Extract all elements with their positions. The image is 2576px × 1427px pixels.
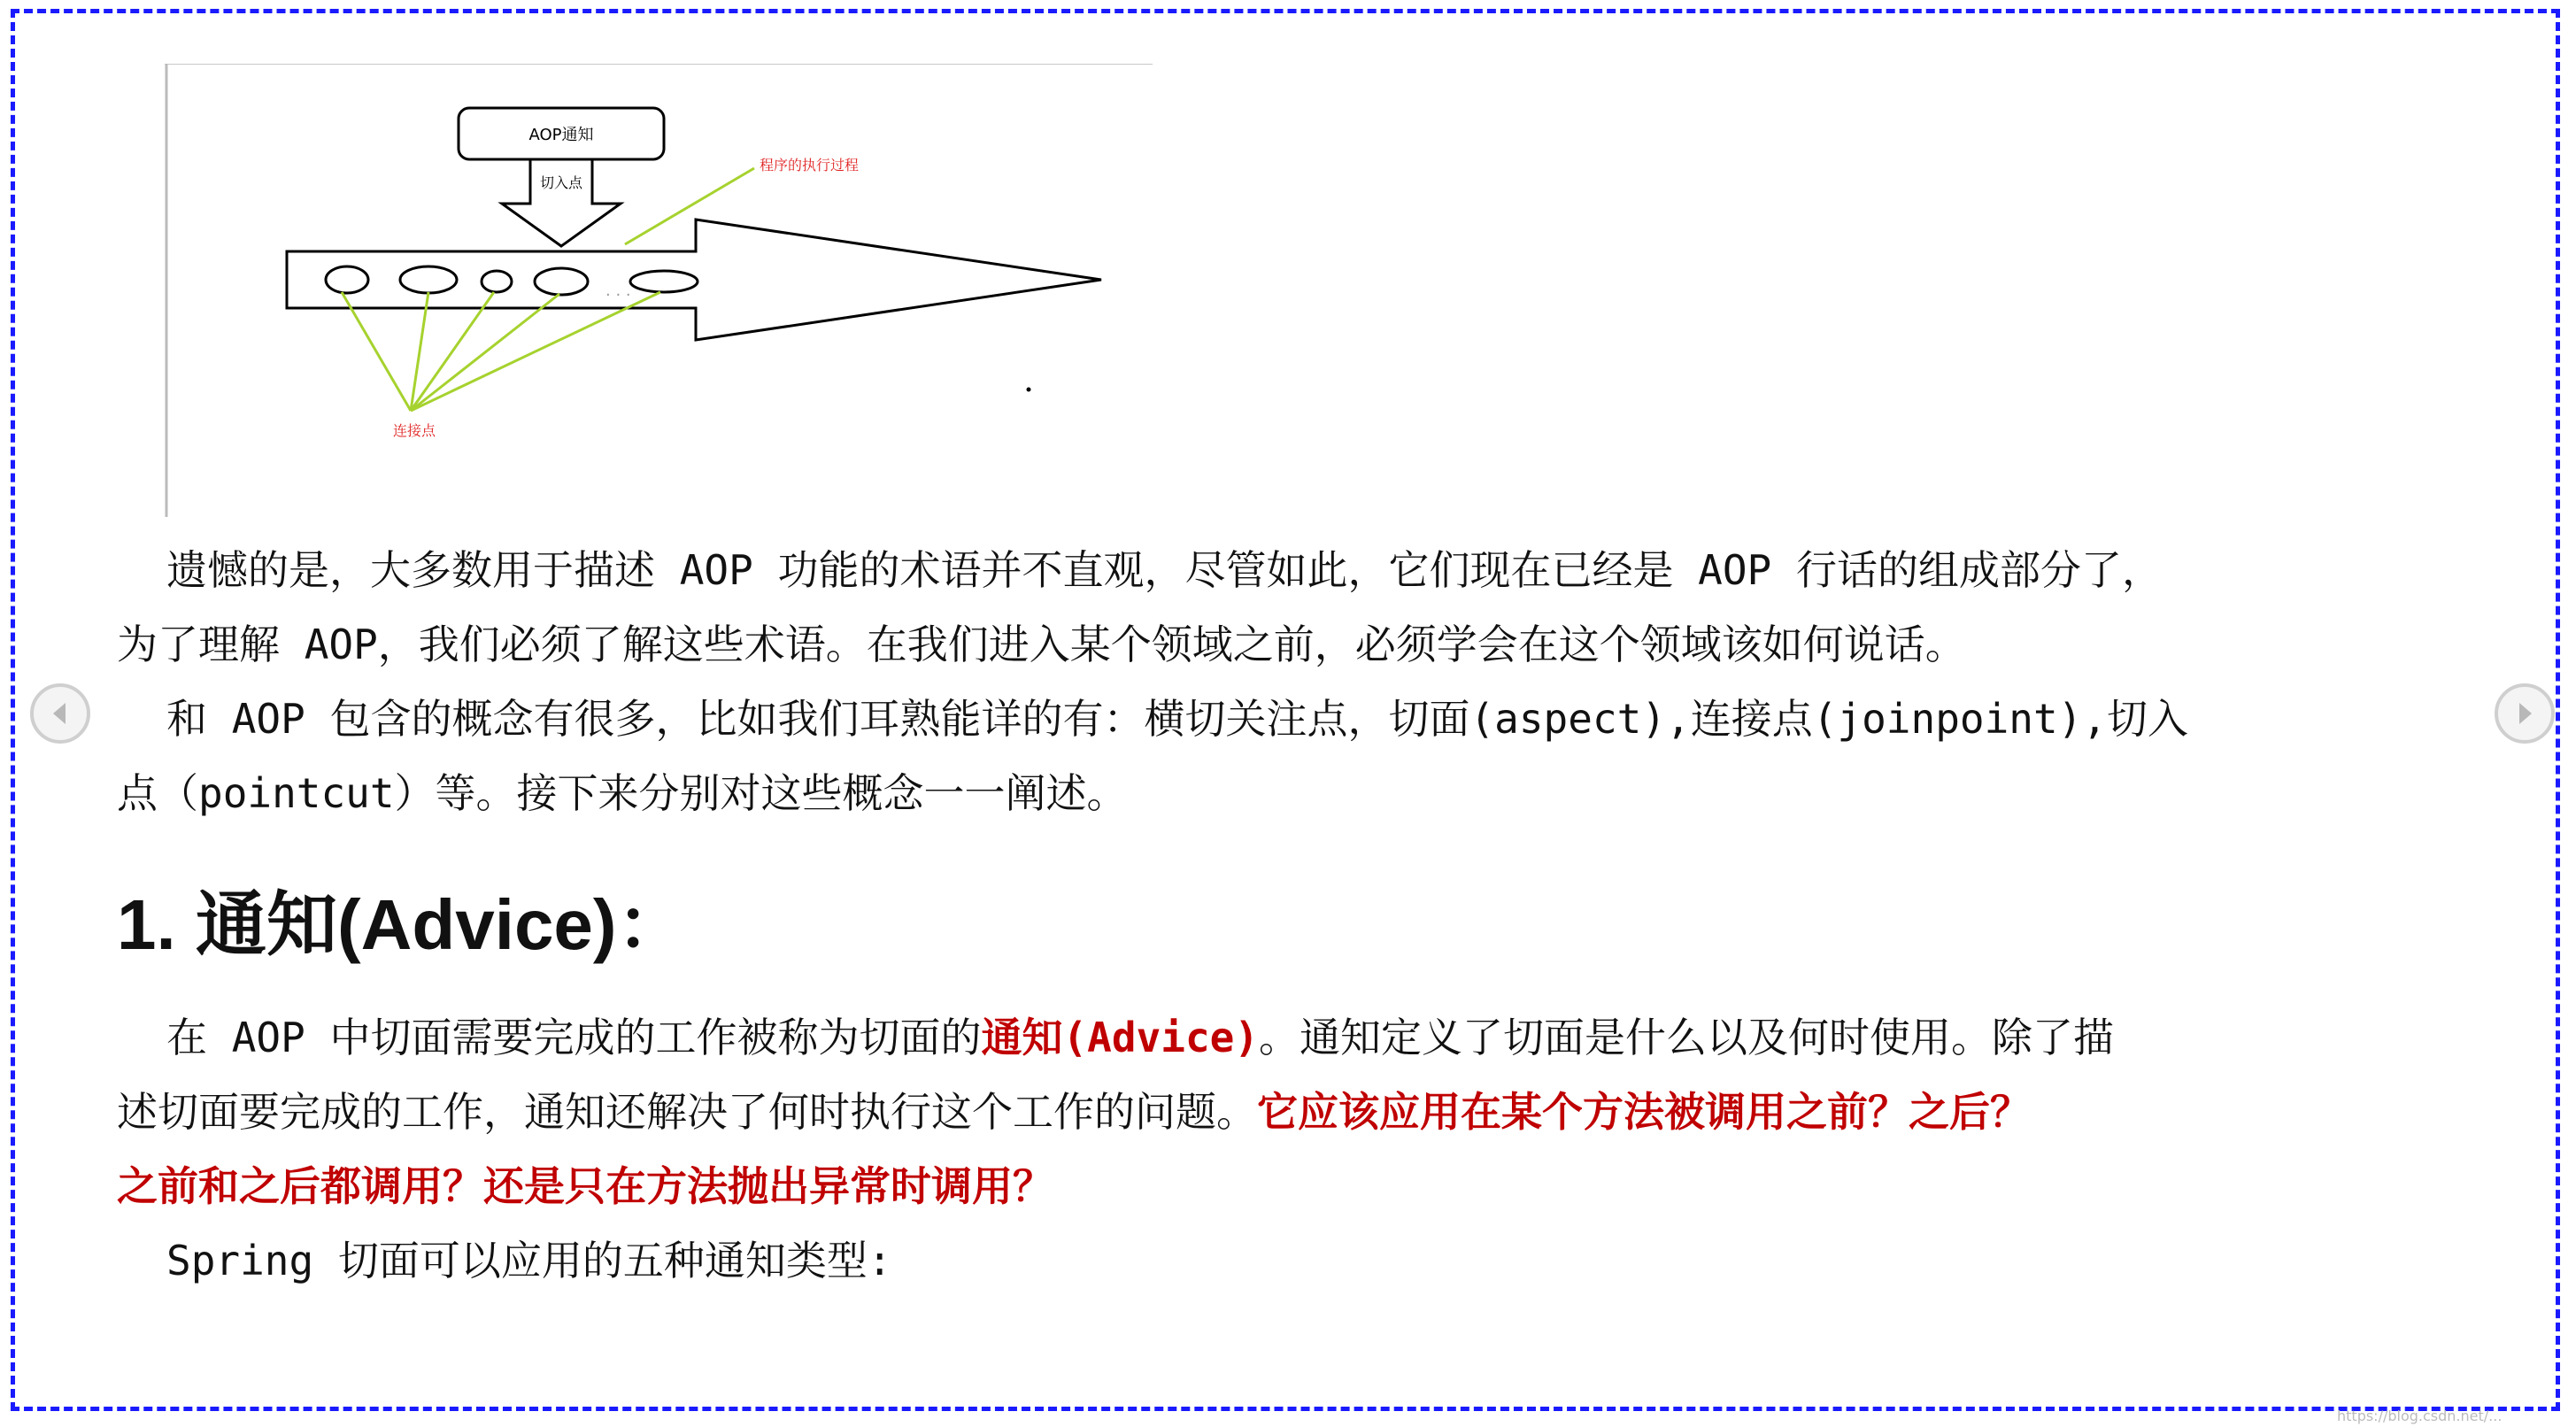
advice-prefix: 在 AOP 中切面需要完成的工作被称为切面的	[166, 1014, 982, 1061]
spring-types-line: Spring 切面可以应用的五种通知类型:	[166, 1237, 892, 1284]
next-page-button[interactable]	[2495, 683, 2555, 744]
advice-line-2-red: 它应该应用在某个方法被调用之前？之后？	[1257, 1088, 2031, 1136]
pointcut-label: 切入点	[539, 174, 583, 191]
aop-diagram	[165, 64, 1153, 517]
joinpoint-label: 连接点	[392, 422, 436, 439]
watermark: https://blog.csdn.net/...	[2337, 1408, 2503, 1424]
pointcut-arrow	[502, 159, 621, 246]
chevron-left-icon	[34, 687, 87, 740]
stray-dot	[1027, 388, 1031, 392]
advice-highlight: 通知(Advice)	[981, 1014, 1260, 1061]
joinpoint-ellipse	[535, 268, 588, 295]
joinpoint-ellipse	[630, 271, 698, 292]
concepts-line-1: 和 AOP 包含的概念有很多，比如我们耳熟能详的有：横切关注点，切面(aspect),连接点(joinpoint),切入	[166, 695, 2189, 743]
joinpoint-ellipse	[326, 266, 368, 293]
intro-paragraph	[117, 533, 2472, 682]
advice-line-3-red: 之前和之后都调用？还是只在方法抛出异常时调用？	[117, 1162, 1053, 1210]
advice-box-label: AOP通知	[528, 126, 594, 144]
intro-line-1: 遗憾的是，大多数用于描述 AOP 功能的术语并不直观，尽管如此，它们现在已经是 AOP 行话的组成部分了，	[166, 546, 2163, 594]
concepts-line-2: 点（pointcut）等。接下来分别对这些概念一一阐述。	[117, 769, 1128, 817]
advice-line-2-plain: 述切面要完成的工作，通知还解决了何时执行这个工作的问题。	[117, 1088, 1257, 1136]
joinpoint-ellipse	[400, 266, 457, 293]
section-heading: 1. 通知(Advice)：	[117, 885, 688, 964]
prev-page-button[interactable]	[30, 683, 90, 744]
spring-types-paragraph	[117, 1223, 2472, 1298]
intro-line-2: 为了理解 AOP，我们必须了解这些术语。在我们进入某个领域之前，必须学会在这个领域该如何说话。	[117, 621, 1966, 668]
joinpoint-ellipse	[482, 271, 512, 292]
execution-label: 程序的执行过程	[760, 157, 860, 174]
concepts-paragraph	[117, 682, 2472, 830]
chevron-right-icon	[2498, 687, 2551, 740]
ellipsis-dots: . . .	[605, 282, 631, 300]
advice-suffix: 。通知定义了切面是什么以及何时使用。除了描	[1259, 1014, 2115, 1061]
advice-paragraph	[117, 1000, 2472, 1223]
